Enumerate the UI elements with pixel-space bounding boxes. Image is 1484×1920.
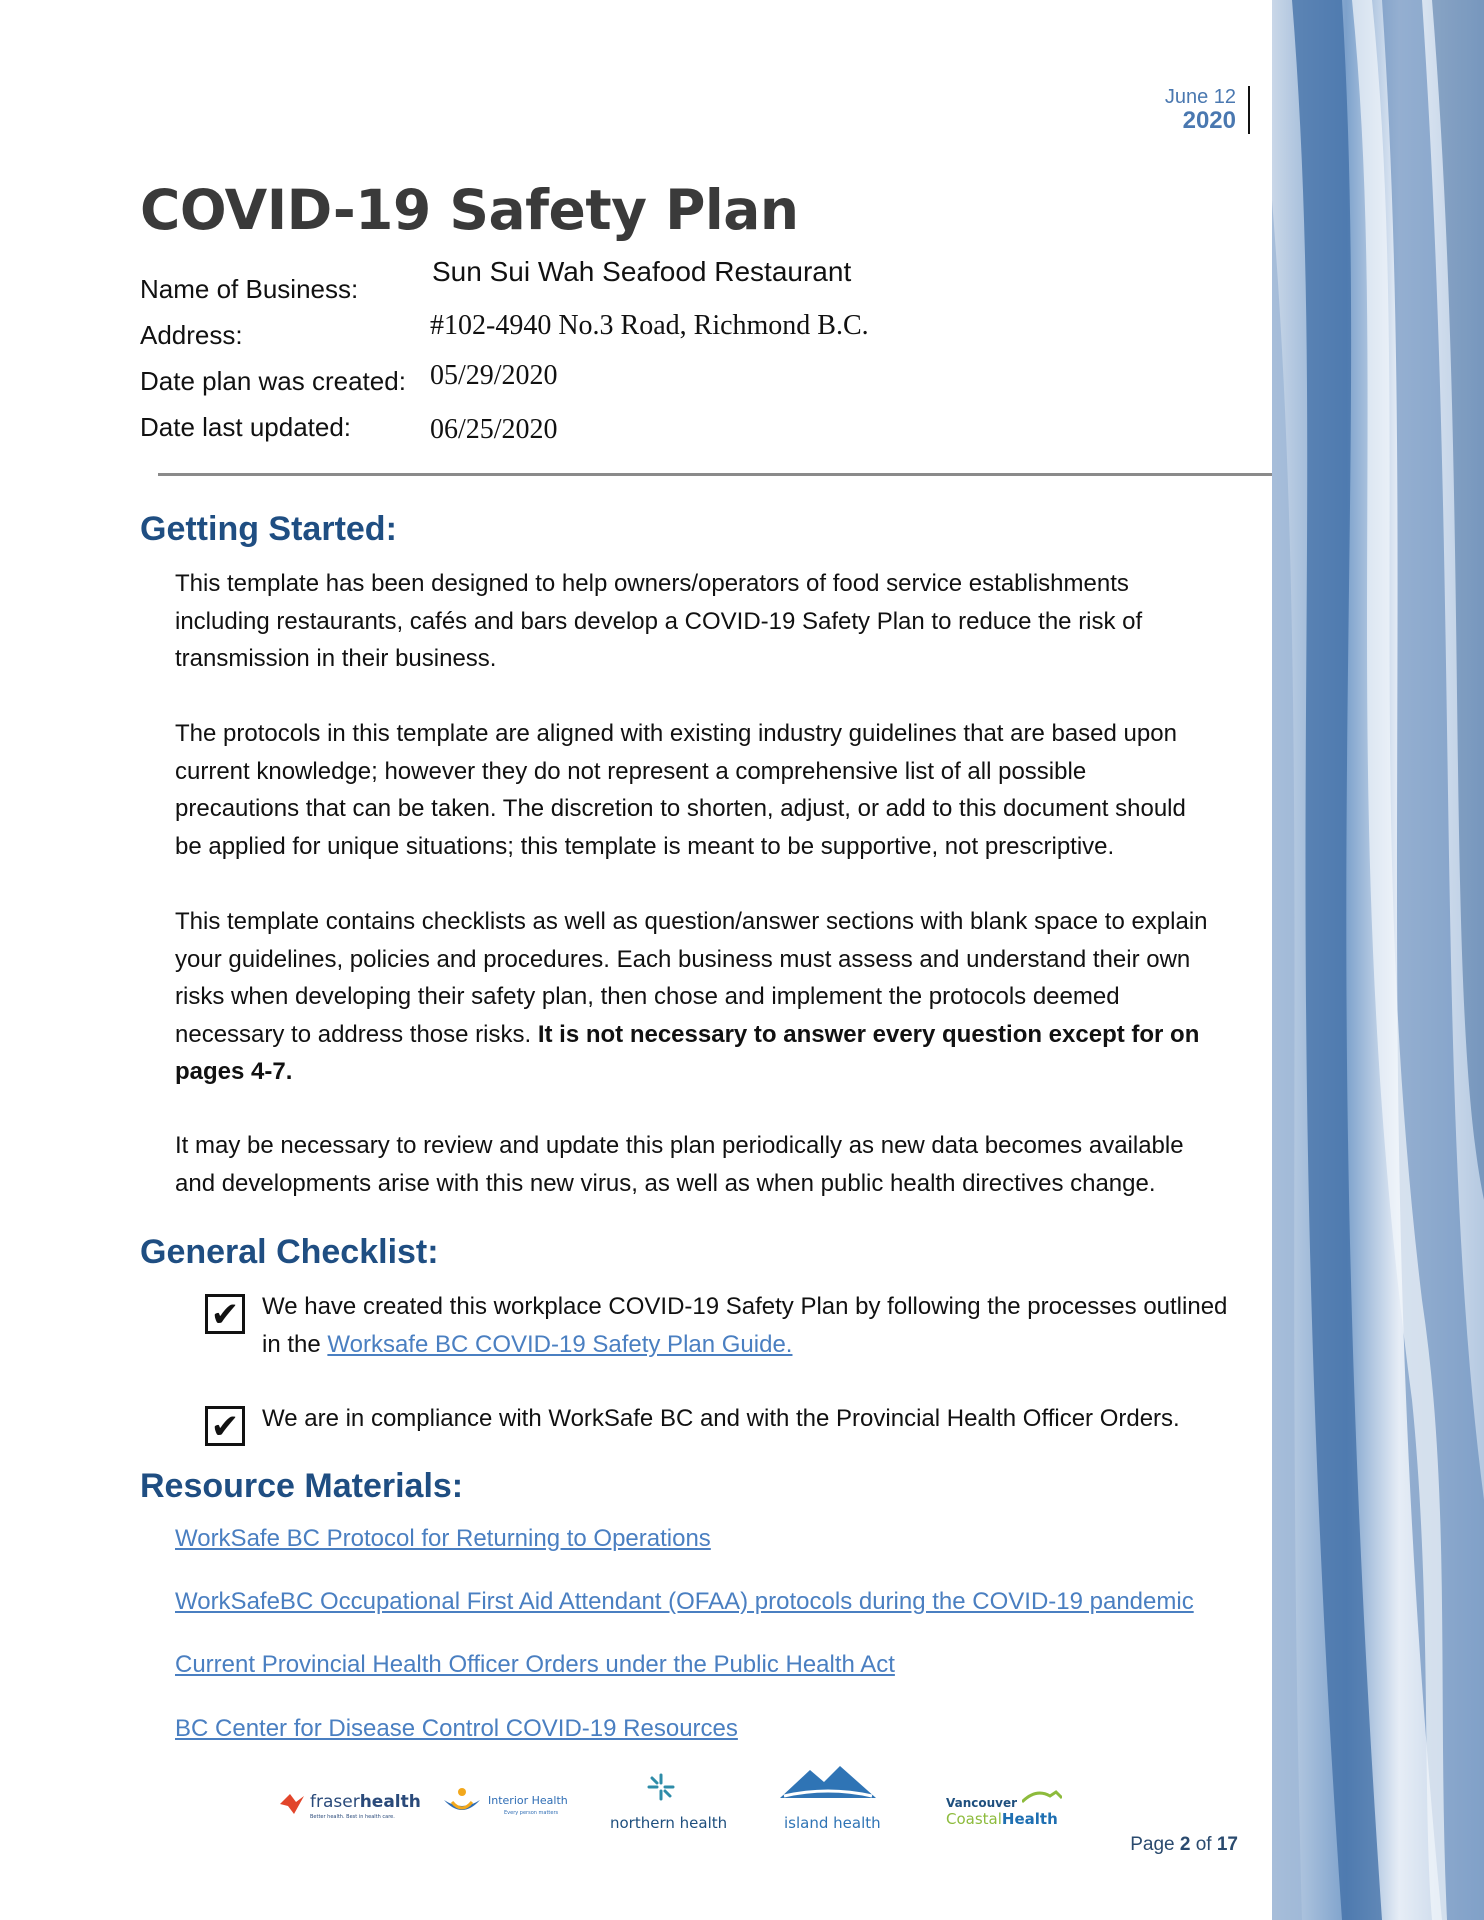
getting-started-heading: Getting Started: <box>140 510 397 548</box>
decorative-ribbon <box>1272 0 1484 1920</box>
text-bold: pages 4-7. <box>175 1058 293 1085</box>
text-line: It may be necessary to review and update this plan periodically as new data becomes available <box>175 1132 1184 1159</box>
northern-health-icon <box>646 1772 676 1802</box>
interior-health-icon <box>440 1786 484 1820</box>
intro-paragraph-2 <box>175 715 1265 865</box>
page-of: of <box>1190 1834 1217 1855</box>
vch-vancouver-text: Vancouver <box>946 1796 1018 1810</box>
checklist-text <box>262 1288 1262 1363</box>
checkbox-checked[interactable]: ✔ <box>205 1406 245 1446</box>
northern-health-logo <box>610 1770 728 1840</box>
checkbox-checked[interactable]: ✔ <box>205 1294 245 1334</box>
island-text: island health <box>784 1814 881 1832</box>
resource-link-returning-operations[interactable]: WorkSafe BC Protocol for Returning to Operations <box>175 1525 711 1552</box>
text-line: current knowledge; however they do not represent a comprehensive list of all possible <box>175 757 1087 785</box>
safety-plan-guide-link[interactable]: Worksafe BC COVID-19 Safety Plan Guide. <box>327 1330 793 1358</box>
resource-materials-heading: Resource Materials: <box>140 1467 464 1505</box>
fraser-tagline: Better health. Best in health care. <box>310 1814 395 1820</box>
island-health-logo <box>780 1770 890 1840</box>
created-label: Date plan was created: <box>140 366 406 396</box>
intro-paragraph-1 <box>175 565 1265 678</box>
fraser-health-logo <box>276 1770 421 1840</box>
section-divider <box>158 473 1272 476</box>
text-line <box>175 1016 1265 1054</box>
text-bold: It is not necessary to answer every question except for on <box>537 1020 1200 1048</box>
resource-link-bccdc[interactable]: BC Center for Disease Control COVID-19 Resources <box>175 1715 738 1742</box>
text-line: The protocols in this template are aligned with existing industry guidelines that are based upon <box>175 720 1177 747</box>
text-plain: necessary to address those risks. <box>175 1020 538 1048</box>
text-line: This template contains checklists as well as question/answer sections with blank space to explain <box>175 908 1208 935</box>
interior-health-logo <box>440 1770 570 1840</box>
updated-label: Date last updated: <box>140 412 352 442</box>
text-line: be applied for unique situations; this template is meant to be supportive, not prescriptive. <box>175 832 1115 860</box>
fraser-text: fraser <box>310 1792 360 1812</box>
header-year: 2020 <box>1182 107 1236 134</box>
text-line: risks when developing their safety plan, then chose and implement the protocols deemed <box>175 983 1120 1010</box>
vch-health-text: Health <box>1001 1810 1058 1828</box>
text-line <box>262 1326 1262 1364</box>
address-value: #102-4940 No.3 Road, Richmond B.C. <box>430 310 869 341</box>
vch-coastal-text: Coastal <box>946 1810 1002 1828</box>
resource-link-ofaa-protocols[interactable]: WorkSafeBC Occupational First Aid Attendant (OFAA) protocols during the COVID-19 pandemic <box>175 1588 1194 1615</box>
text-line: precautions that can be taken. The discretion to shorten, adjust, or add to this document should <box>175 795 1186 822</box>
page-total: 17 <box>1216 1834 1238 1855</box>
text-line: including restaurants, cafés and bars develop a COVID-19 Safety Plan to reduce the risk of <box>175 607 1143 635</box>
vancouver-coastal-health-logo <box>946 1770 1076 1840</box>
vch-icon <box>1022 1788 1062 1804</box>
page-title: COVID-19 Safety Plan <box>140 178 799 242</box>
header-month: June 12 <box>1164 86 1236 108</box>
page-prefix: Page <box>1130 1834 1180 1855</box>
intro-paragraph-4 <box>175 1127 1265 1202</box>
page-current: 2 <box>1179 1834 1191 1855</box>
updated-value: 06/25/2020 <box>430 414 558 445</box>
northern-text: northern health <box>610 1814 728 1832</box>
text-line: We have created this workplace COVID-19 Safety Plan by following the processes outlined <box>262 1293 1228 1320</box>
business-value: Sun Sui Wah Seafood Restaurant <box>432 256 852 287</box>
text-line: This template has been designed to help owners/operators of food service establishments <box>175 570 1129 597</box>
date-box <box>1165 86 1250 134</box>
text-plain: in the <box>262 1330 328 1358</box>
resource-link-pho-orders[interactable]: Current Provincial Health Officer Orders under the Public Health Act <box>175 1651 895 1678</box>
text-line <box>175 1053 1265 1091</box>
general-checklist-heading: General Checklist: <box>140 1233 439 1271</box>
text-line: We are in compliance with WorkSafe BC and with the Provincial Health Officer Orders. <box>262 1405 1180 1432</box>
island-health-icon <box>780 1762 876 1802</box>
health-authority-logos <box>270 1770 1090 1840</box>
page-number <box>1130 1834 1238 1856</box>
intro-paragraph-3 <box>175 903 1265 1091</box>
address-label: Address: <box>140 320 243 350</box>
fraser-health-icon <box>276 1788 308 1820</box>
text-line: your guidelines, policies and procedures. Each business must assess and understand their own <box>175 945 1191 973</box>
business-label: Name of Business: <box>140 274 359 304</box>
checklist-text <box>262 1400 1262 1438</box>
interior-tagline: Every person matters <box>504 1810 559 1816</box>
created-value: 05/29/2020 <box>430 360 558 391</box>
text-line: and developments arise with this new virus, as well as when public health directives change. <box>175 1169 1156 1197</box>
interior-text: Interior Health <box>488 1794 568 1807</box>
text-line: transmission in their business. <box>175 645 497 672</box>
fraser-health-text: health <box>359 1792 421 1812</box>
